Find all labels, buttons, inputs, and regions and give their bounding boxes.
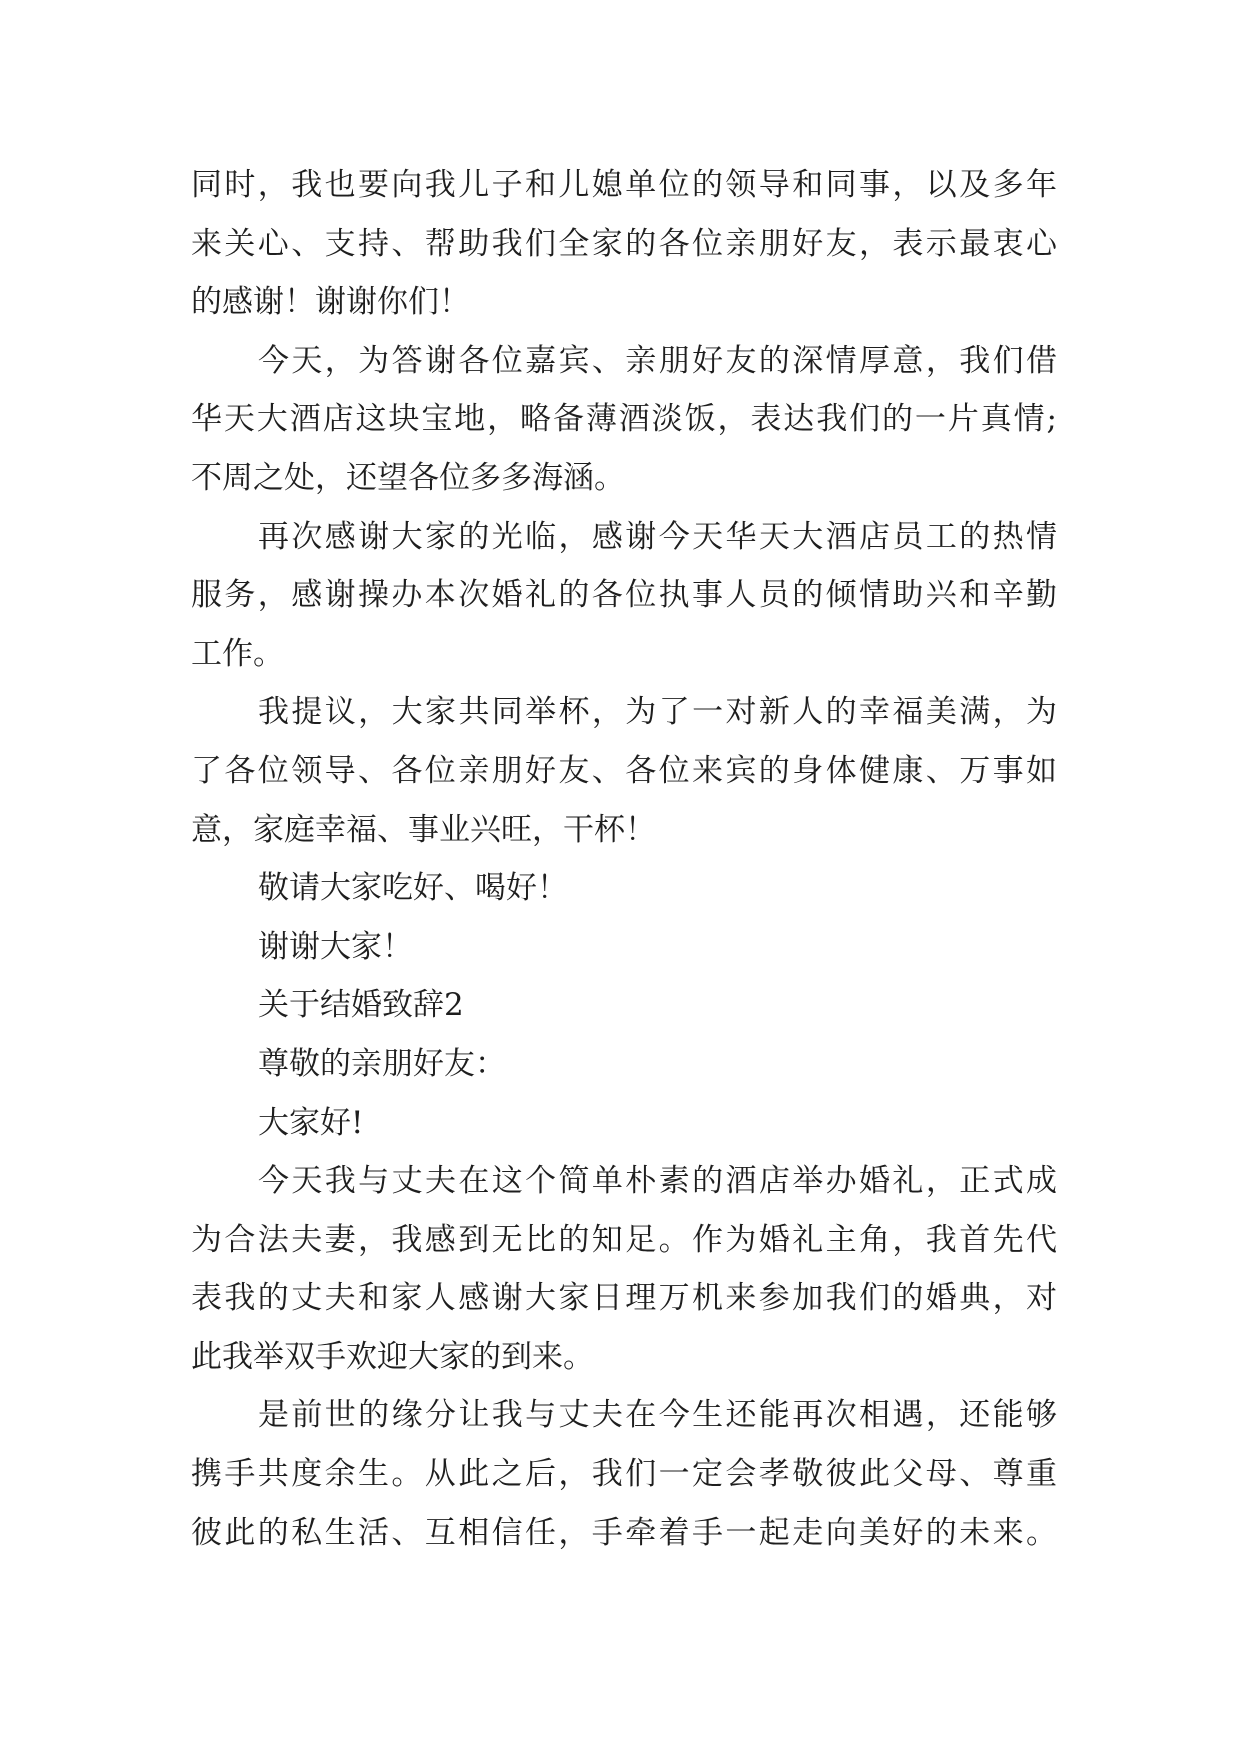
text-line: 服务，感谢操办本次婚礼的各位执事人员的倾情助兴和辛勤 <box>191 577 1057 614</box>
text-line: 来关心、支持、帮助我们全家的各位亲朋好友，表示最衷心 <box>191 225 1057 262</box>
text-line: 尊敬的亲朋好友： <box>258 1045 506 1082</box>
text-line: 是前世的缘分让我与丈夫在今生还能再次相遇，还能够 <box>258 1397 1057 1434</box>
text-line: 表我的丈夫和家人感谢大家日理万机来参加我们的婚典，对 <box>191 1280 1057 1317</box>
paragraph <box>191 508 1057 684</box>
paragraph <box>191 976 1057 1035</box>
text-line: 工作。 <box>191 635 284 672</box>
paragraph <box>191 1386 1057 1562</box>
paragraph <box>191 859 1057 918</box>
text-line: 今天我与丈夫在这个简单朴素的酒店举办婚礼，正式成 <box>258 1163 1057 1200</box>
text-line: 此我举双手欢迎大家的到来。 <box>191 1338 594 1375</box>
text-line: 关于结婚致辞2 <box>258 987 464 1024</box>
text-line: 今天，为答谢各位嘉宾、亲朋好友的深情厚意，我们借 <box>258 342 1057 379</box>
text-line: 不周之处，还望各位多多海涵。 <box>191 459 625 496</box>
text-line: 同时，我也要向我儿子和儿媳单位的领导和同事，以及多年 <box>191 167 1057 203</box>
paragraph <box>191 332 1057 508</box>
document-body <box>191 156 1057 1562</box>
text-line: 彼此的私生活、互相信任，手牵着手一起走向美好的未来。 <box>191 1514 1057 1551</box>
text-line: 我提议，大家共同举杯，为了一对新人的幸福美满，为 <box>258 694 1057 731</box>
text-line: 意，家庭幸福、事业兴旺，干杯！ <box>191 811 656 848</box>
paragraph-continued <box>191 156 1057 332</box>
paragraph <box>191 683 1057 859</box>
text-line: 携手共度余生。从此之后，我们一定会孝敬彼此父母、尊重 <box>191 1456 1057 1493</box>
paragraph <box>191 1152 1057 1386</box>
text-line: 了各位领导、各位亲朋好友、各位来宾的身体健康、万事如 <box>191 752 1057 789</box>
text-line: 再次感谢大家的光临，感谢今天华天大酒店员工的热情 <box>258 518 1057 555</box>
text-line: 华天大酒店这块宝地，略备薄酒淡饭，表达我们的一片真情; <box>191 401 1057 438</box>
text-line: 的感谢！谢谢你们！ <box>191 284 470 321</box>
paragraph <box>191 918 1057 977</box>
text-line: 大家好! <box>258 1104 364 1141</box>
paragraph <box>191 1094 1057 1153</box>
paragraph <box>191 1035 1057 1094</box>
text-line: 为合法夫妻，我感到无比的知足。作为婚礼主角，我首先代 <box>191 1221 1057 1258</box>
text-line: 谢谢大家！ <box>258 928 413 965</box>
text-line: 敬请大家吃好、喝好！ <box>258 870 568 907</box>
